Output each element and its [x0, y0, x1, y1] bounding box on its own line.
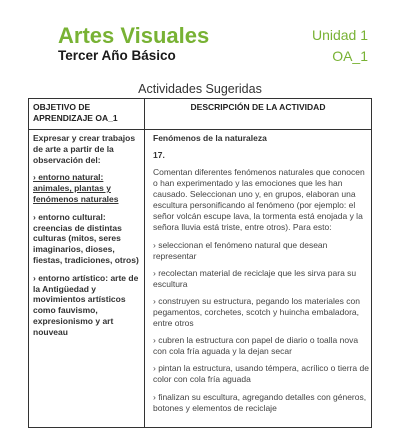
- column-divider: [144, 99, 145, 427]
- activity-column-header: DESCRIPCIÓN DE LA ACTIVIDAD: [190, 102, 326, 112]
- objective-item-natural: › entorno natural: animales, plantas y fenómenos naturales: [33, 172, 119, 204]
- activity-step: › construyen su estructura, pegando los materiales con pegamentos, corchetes, scotch y huincha embaladora, entre otros: [153, 295, 360, 328]
- objective-intro: Expresar y crear trabajos de arte a partir de la observación del:: [33, 133, 136, 165]
- header-divider: [29, 129, 371, 130]
- activity-step: › cubren la estructura con papel de diario o toalla nova con cola fría aguada y la dejan secar: [153, 335, 359, 357]
- activity-cell: [153, 133, 371, 420]
- activity-number: 17.: [153, 150, 165, 161]
- activity-step: › pintan la estructura, usando témpera, acrílico o tierra de color con cola fría aguada: [153, 363, 369, 385]
- section-title: Actividades Sugeridas: [138, 82, 262, 96]
- objective-column-header: OBJETIVO DE APRENDIZAJE OA_1: [33, 102, 118, 123]
- subject-title: Artes Visuales: [58, 23, 210, 48]
- objective-item-cultural: › entorno cultural: creencias de distintas culturas (mitos, seres imaginarios, dioses, fiestas, tradiciones, otros): [33, 211, 139, 265]
- activity-intro: Comentan diferentes fenómenos naturales que conocen o han experimentado y las emociones que les han causado. Seleccionan uno y, en grupos, elaboran una escultura personificando al fenómeno (por ejemplo: el señor volcán escupe lava, la tormenta está enojada y la señora lluvia está triste, entre otros). Para esto:: [153, 167, 365, 233]
- unit-label: Unidad 1: [311, 27, 368, 43]
- activities-table: [28, 98, 372, 428]
- oa-label: OA_1: [332, 48, 368, 64]
- activity-title: Fenómenos de la naturaleza: [153, 133, 267, 143]
- activity-step: › recolectan material de reciclaje que les sirva para su escultura: [153, 267, 357, 289]
- grade-subtitle: Tercer Año Básico: [58, 48, 176, 63]
- activity-step: › finalizan su escultura, agregando detalles con géneros, botones y elementos de reciclaje: [153, 391, 367, 413]
- objective-cell: [33, 133, 143, 345]
- activity-step: › seleccionan el fenómeno natural que desean representar: [153, 239, 328, 261]
- objective-item-artistic: › entorno artístico: arte de la Antigüedad y movimientos artísticos como fauvismo, expresionismo y art nouveau: [33, 272, 139, 337]
